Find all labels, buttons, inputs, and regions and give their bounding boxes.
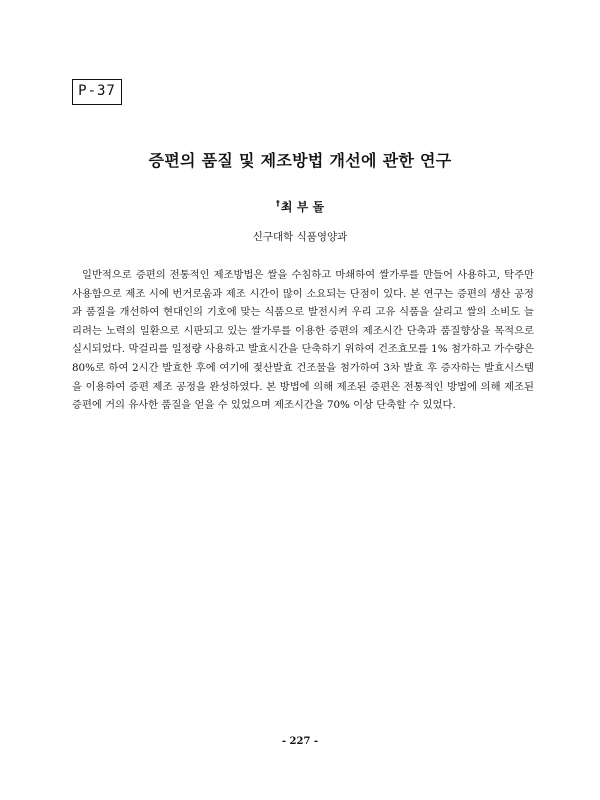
poster-code-box: P-37 (72, 79, 122, 105)
corresponding-author-mark: † (275, 199, 280, 208)
paper-title: 증편의 품질 및 제조방법 개선에 관한 연구 (148, 151, 452, 170)
affiliation: 신구대학 식품영양과 (252, 231, 348, 243)
author-name: 최 부 돌 (280, 200, 325, 214)
abstract-body: 일반적으로 증편의 전통적인 제조방법은 쌀을 수침하고 마쇄하여 쌀가루를 만들어 사용하고, 탁주만 사용함으로 제조 시에 번거로움과 제조 시간이 많이 소요되는 단점이 있다. 본 연구는 증편의 생산 공정과 품질을 개선하여 현대인의 기호에 맞는 식품으로 발전시켜 우리 고유 식품을 살리고 쌀의 소비도 늘리려는 노력의 일환으로 시판되고 있는 쌀가루를 이용한 증편의 제조시간 단축과 품질향상을 목적으로 실시되었다. 막걸리를 일정량 사용하고 발효시간을 단축하기 위하여 건조효모를 1% 첨가하고 가수량은 80%로 하여 2시간 발효한 후에 여기에 젖산발효 건조물을 첨가하여 3차 발효 후 증자하는 발효시스템을 이용하여 증편 제조 공정을 완성하였다. 본 방법에 의해 제조된 증편은 전통적인 방법에 의해 제조된 증편에 거의 유사한 품질을 얻을 수 있었으며 제조시간을 70% 이상 단축할 수 있었다. (72, 269, 534, 412)
page-number: - 227 - (281, 736, 319, 747)
author-line (0, 198, 600, 215)
